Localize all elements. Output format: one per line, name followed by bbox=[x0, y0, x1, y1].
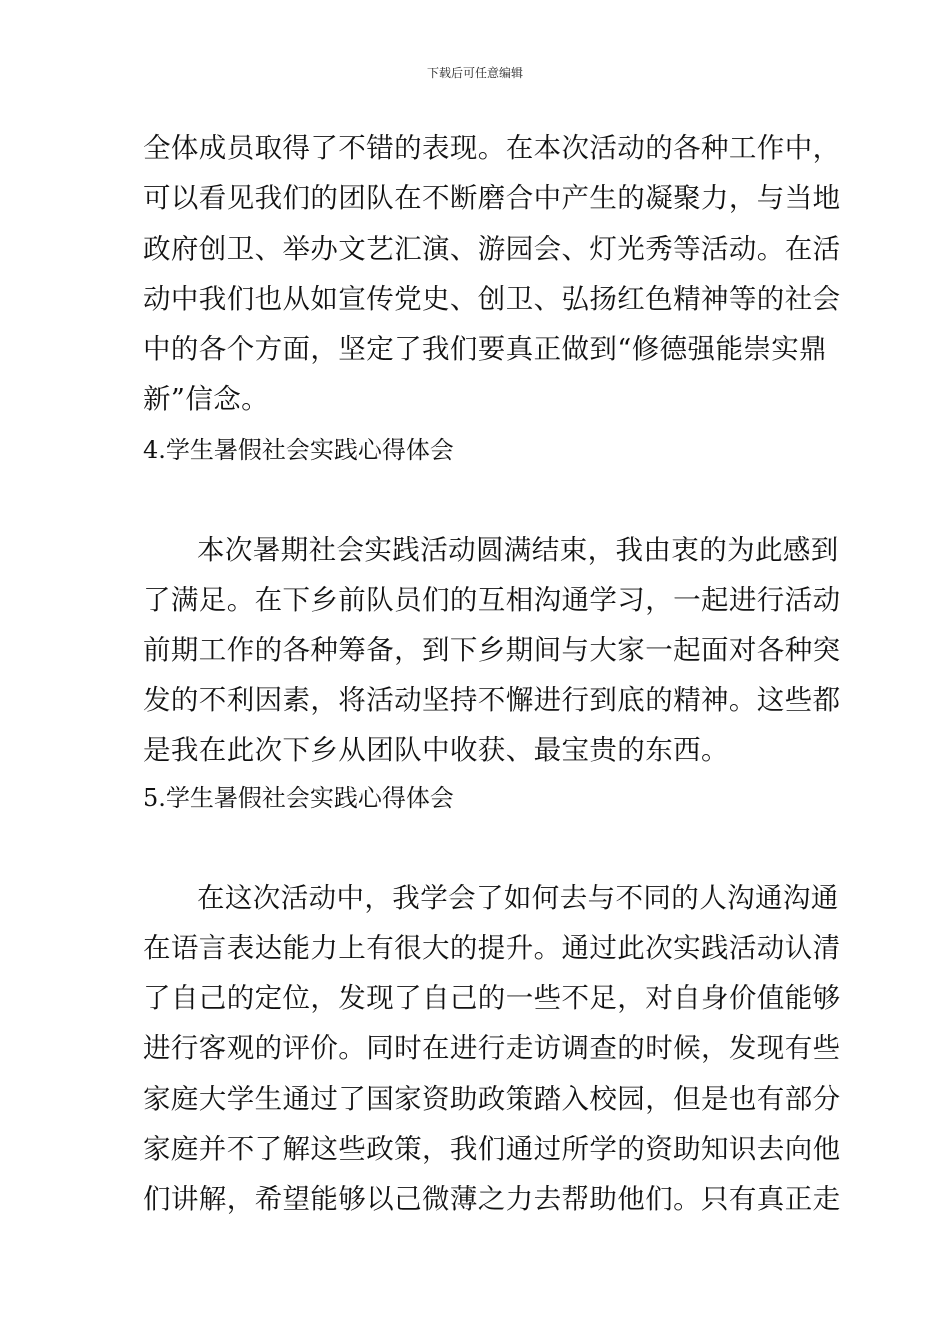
paragraph-line: 们讲解，希望能够以己微薄之力去帮助他们。只有真正走 bbox=[143, 1183, 841, 1215]
paragraph-line: 中的各个方面，坚定了我们要真正做到“修德强能崇实鼎 bbox=[143, 333, 828, 365]
section-heading: 4.学生暑假社会实践心得体会 bbox=[143, 436, 454, 464]
paragraph-line: 全体成员取得了不错的表现。在本次活动的各种工作中， bbox=[143, 132, 841, 164]
paragraph-line: 前期工作的各种筹备，到下乡期间与大家一起面对各种突 bbox=[143, 634, 841, 666]
paragraph-line: 动中我们也从如宣传党史、创卫、弘扬红色精神等的社会 bbox=[143, 283, 841, 315]
paragraph-line: 进行客观的评价。同时在进行走访调查的时候，发现有些 bbox=[143, 1032, 841, 1064]
paragraph-line: 发的不利因素，将活动坚持不懈进行到底的精神。这些都 bbox=[143, 684, 841, 716]
paragraph-line: 是我在此次下乡从团队中收获、最宝贵的东西。 bbox=[143, 734, 729, 766]
paragraph-line: 本次暑期社会实践活动圆满结束，我由衷的为此感到 bbox=[197, 534, 839, 566]
paragraph-line: 家庭大学生通过了国家资助政策踏入校园，但是也有部分 bbox=[143, 1083, 841, 1115]
paragraph-line: 了满足。在下乡前队员们的互相沟通学习，一起进行活动 bbox=[143, 584, 841, 616]
paragraph-line: 在语言表达能力上有很大的提升。通过此次实践活动认清 bbox=[143, 932, 841, 964]
section-heading: 5.学生暑假社会实践心得体会 bbox=[143, 784, 454, 812]
paragraph-line: 在这次活动中，我学会了如何去与不同的人沟通沟通 bbox=[197, 882, 839, 914]
page-header: 下载后可任意编辑 bbox=[426, 66, 523, 80]
paragraph-line: 新”信念。 bbox=[143, 383, 270, 415]
paragraph-line: 了自己的定位，发现了自己的一些不足，对自身价值能够 bbox=[143, 982, 841, 1014]
paragraph-line: 家庭并不了解这些政策，我们通过所学的资助知识去向他 bbox=[143, 1133, 841, 1165]
paragraph-line: 可以看见我们的团队在不断磨合中产生的凝聚力，与当地 bbox=[143, 182, 841, 214]
paragraph-line: 政府创卫、举办文艺汇演、游园会、灯光秀等活动。在活 bbox=[143, 233, 841, 265]
